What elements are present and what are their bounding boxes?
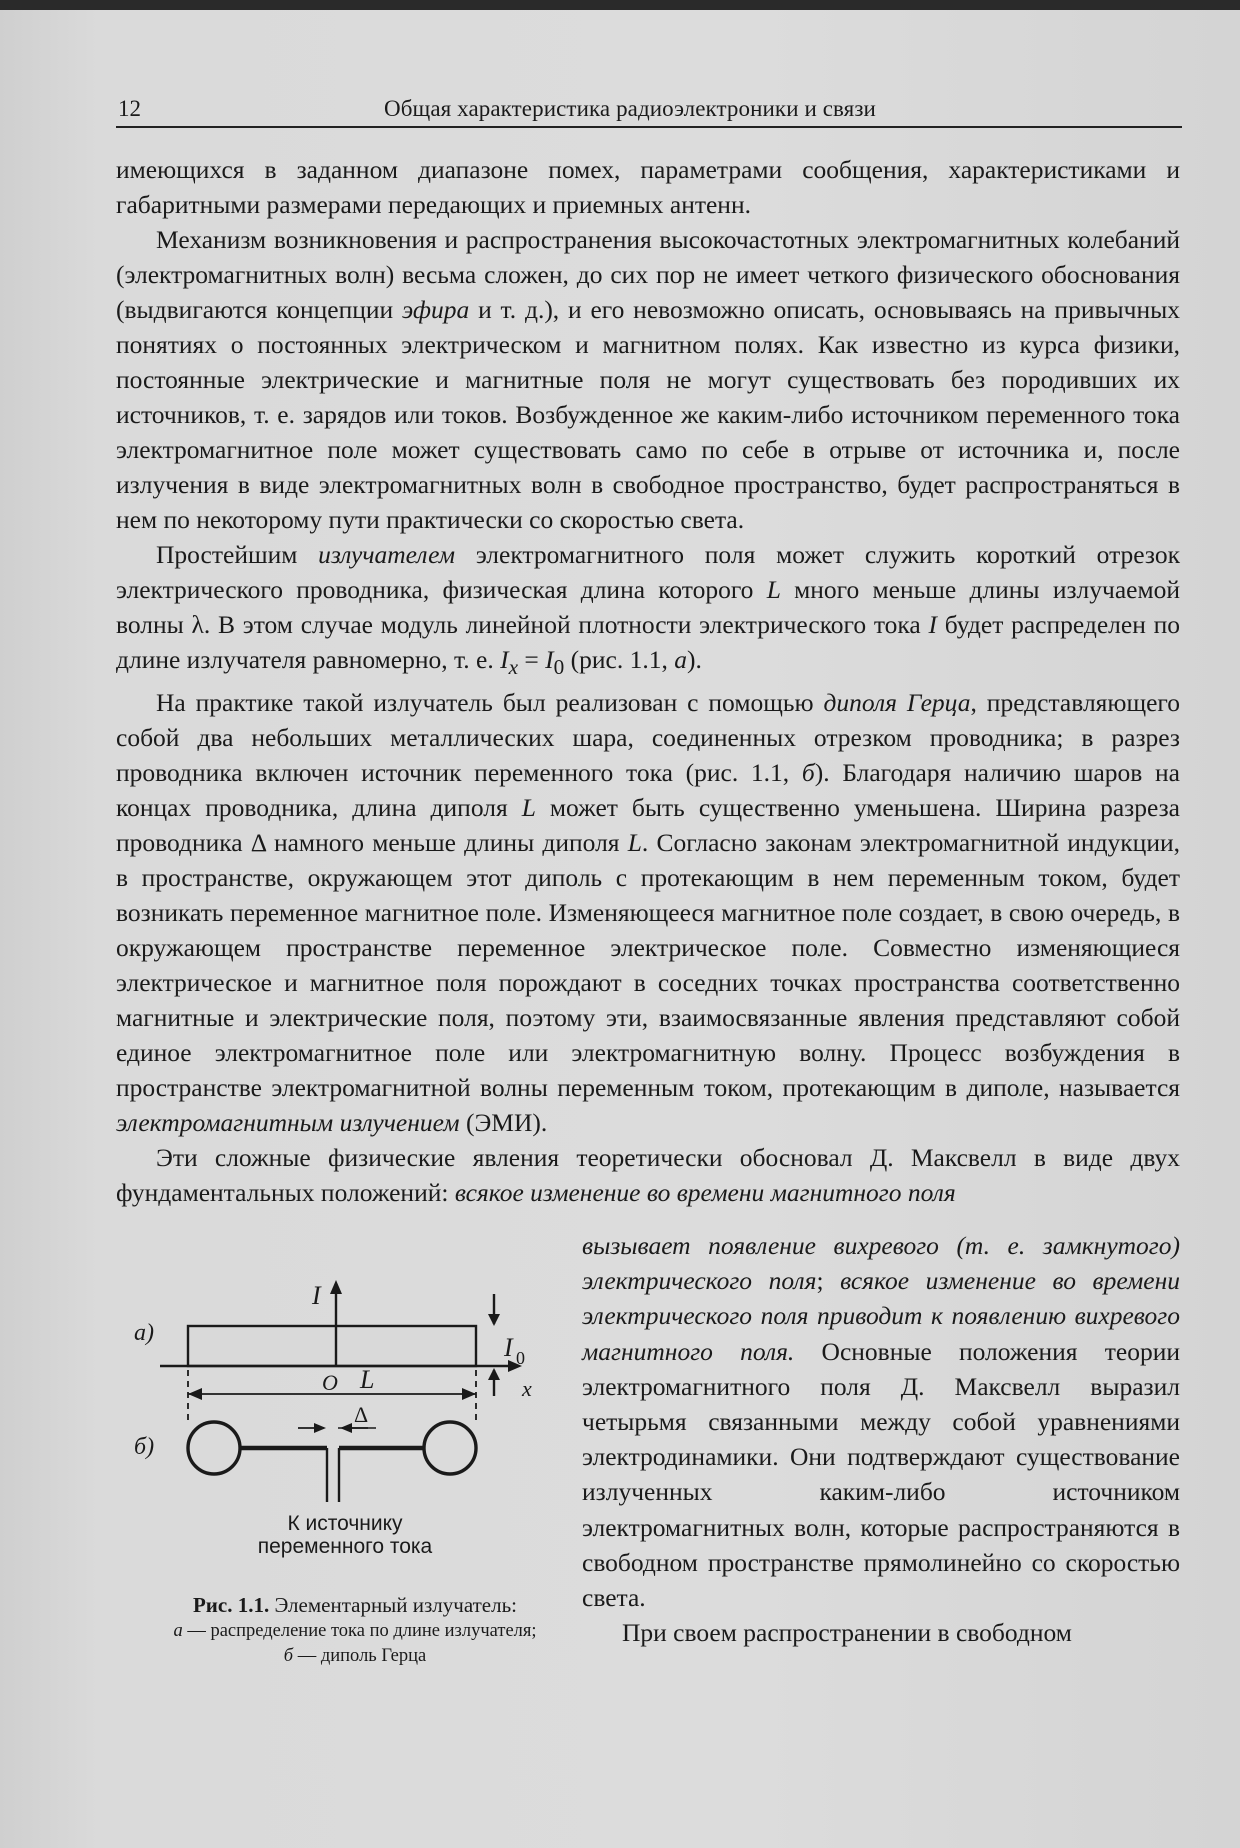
label-a: а) xyxy=(134,1320,154,1346)
right-column-text xyxy=(582,1228,1180,1650)
label-b: б) xyxy=(134,1434,155,1460)
page-number: 12 xyxy=(118,96,141,121)
dipole-sphere-right xyxy=(424,1422,476,1474)
running-title: Общая характеристика радиоэлектроники и связи xyxy=(384,96,876,121)
source-label: К источнику переменного тока xyxy=(257,1512,433,1558)
label-delta: Δ xyxy=(354,1402,369,1427)
figure-1-1 xyxy=(130,1280,550,1520)
paragraph-4: На практике такой излучатель был реализован с помощью диполя Герца, представляющего собой два небольших металлических шара, соединенных отрезком проводника; в разрез проводника включен источник переменного тока (рис. 1.1, б). Благодаря наличию шаров на концах проводника, длина диполя L может быть существенно уменьшена. Ширина разреза проводника Δ намного меньше длины диполя L. Согласно законам электромагнитной индукции, в пространстве, окружающем этот диполь с протекающим в нем переменным током, будет возникать переменное магнитное поле. Изменяющееся магнитное поле создает, в свою очередь, в окружающем пространстве переменное электрическое поле. Совместно изменяющиеся электрическое и магнитное поля порождают в соседних точках пространства соответственно магнитные и электрические поля, поэтому эти, взаимосвязанные явления представляют собой единое электромагнитное поле или электромагнитную волну. Процесс возбуждения в пространстве электромагнитной волны переменным током, протекающим в диполе, называется электромагнитным излучением (ЭМИ). xyxy=(116,688,1180,1138)
figure-caption: Рис. 1.1. Элементарный излучатель: а — распределение тока по длине излучателя; б — диполь Герца xyxy=(173,1593,537,1666)
dipole-sphere-left xyxy=(188,1422,240,1474)
running-header xyxy=(116,92,1182,128)
label-current-axis: I xyxy=(312,1281,321,1310)
paragraph-6: При своем распространении в свободном xyxy=(622,1618,1072,1648)
dipole-diagram xyxy=(130,1280,550,1520)
paragraph-2: Механизм возникновения и распространения высокочастотных электромагнитных колебаний (электромагнитных волн) весьма сложен, до сих пор не имеет четкого физического обоснования (выдвигаются концепции эфира и т. д.), и его невозможно описать, основываясь на привычных понятиях о постоянных электрическом и магнитном полях. Как известно из курса физики, постоянные электрические и магнитные поля не могут существовать без породивших их источников, т. е. зарядов или токов. Возбужденное же каким-либо источником переменного тока электромагнитное поле может существовать само по себе в отрыве от источника и, после излучения в виде электромагнитных волн в свободное пространство, будет распространяться в нем по некоторому пути практически со скоростью света. xyxy=(116,225,1180,534)
paragraph-5: Эти сложные физические явления теоретически обосновал Д. Максвелл в виде двух фундаментальных положений: всякое изменение во времени магнитного поля xyxy=(116,1143,1180,1208)
current-distribution-rect xyxy=(188,1326,476,1366)
main-text xyxy=(116,152,1180,1210)
paragraph-3: Простейшим излучателем электромагнитного поля может служить короткий отрезок электрического проводника, физическая длина которого L много меньше длины излучаемой волны λ. В этом случае модуль линейной плотности электрического тока I будет распределен по длине излучателя равномерно, т. е. $I_x = I_0$ (рис. 1.1, а). xyxy=(116,540,1181,680)
scan-edge xyxy=(0,0,1240,10)
label-i0-sub: 0 xyxy=(516,1348,525,1368)
label-x: x xyxy=(522,1376,532,1401)
label-i0: I xyxy=(504,1333,513,1362)
current-axis-arrow xyxy=(330,1280,342,1294)
label-length: L xyxy=(360,1365,375,1394)
label-origin: O xyxy=(322,1370,338,1395)
paragraph-5-cont: вызывает появление вихревого (т. е. замкнутого) электрического поля; всякое изменение во времени электрического поля приводит к появлению вихревого магнитного поля. Основные положения теории электромагнитного поля Д. Максвелл выразил четырьмя связанными между собой уравнениями электродинамики. Они подтверждают существование излученных каким-либо источником электромагнитных волн, которые распространяются в свободном пространстве прямолинейно со скоростью света. xyxy=(582,1231,1180,1613)
paragraph-1: имеющихся в заданном диапазоне помех, параметрами сообщения, характеристиками и габаритными размерами передающих и приемных антенн. xyxy=(116,155,1180,219)
